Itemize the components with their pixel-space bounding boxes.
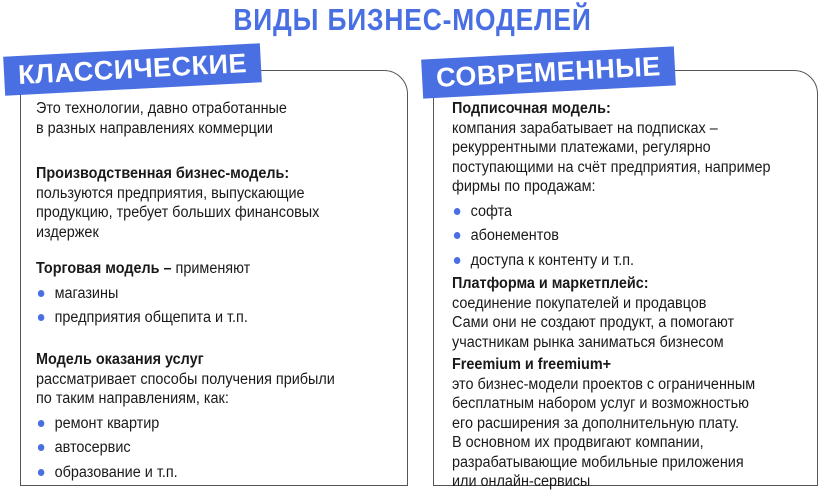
text-line: Это технологии, давно отработанные (36, 100, 287, 117)
text: применяют (171, 260, 251, 277)
heading: Модель оказания услуг (36, 351, 204, 368)
heading: Подписочная модель: (452, 100, 611, 117)
text-line: бесплатным набором услуг и возможностью (452, 395, 749, 412)
list-item: ремонт квартир (36, 414, 335, 434)
text-line: это бизнес-модели проектов с ограниченным (452, 375, 756, 393)
text-line: пользуются предприятия, выпускающие (36, 184, 305, 202)
subscription-model (452, 99, 771, 270)
list-item: магазины (36, 284, 250, 304)
modern-tag: СОВРЕМЕННЫЕ (421, 46, 675, 98)
list-item: предприятия общепита и т.п. (36, 308, 250, 328)
list-item: автосервис (36, 438, 335, 458)
text-line: рассматривает способы получения прибыли (36, 370, 335, 388)
text-line: компания зарабатывает на подписках – (452, 119, 718, 137)
text-line: в разных направлениях коммерции (36, 119, 273, 137)
heading: Freemium и freemium+ (452, 356, 612, 373)
text-line: продукцию, требует больших финансовых (36, 204, 320, 221)
list-item: доступа к контенту и т.п. (452, 251, 771, 271)
production-model (36, 164, 319, 242)
text-line: по таким направлениям, как: (36, 390, 229, 407)
text-line: участникам рынка заниматься бизнесом (452, 333, 724, 351)
platform-model (452, 274, 734, 352)
text-line: рекуррентными платежами, регулярно (452, 139, 711, 156)
list-item: софта (452, 202, 771, 222)
trade-model (36, 259, 250, 328)
page-title: ВИДЫ БИЗНЕС-МОДЕЛЕЙ (233, 2, 592, 37)
text-line: Сами они не создают продукт, а помогают (452, 314, 735, 331)
list-item: образование и т.п. (36, 463, 335, 483)
heading: Торговая модель – (36, 260, 172, 277)
text-line: или онлайн-сервисы (452, 473, 591, 490)
services-model (36, 350, 335, 482)
list-item: абонементов (452, 226, 771, 246)
text-line: его расширения за дополнительную плату. (452, 414, 740, 432)
heading: Производственная бизнес-модель: (36, 165, 290, 182)
heading: Платформа и маркетплейс: (452, 275, 649, 292)
text-line: поступающими на счёт предприятия, например (452, 158, 771, 176)
classic-intro (36, 99, 287, 138)
text-line: разрабатывающие мобильные приложения (452, 453, 744, 471)
freemium-model (452, 355, 755, 492)
classic-tag: КЛАССИЧЕСКИЕ (3, 43, 262, 95)
text-line: соединение покупателей и продавцов (452, 294, 707, 312)
text-line: фирмы по продажам: (452, 178, 596, 195)
text-line: издержек (36, 223, 99, 241)
text-line: В основном их продвигают компании, (452, 434, 704, 451)
